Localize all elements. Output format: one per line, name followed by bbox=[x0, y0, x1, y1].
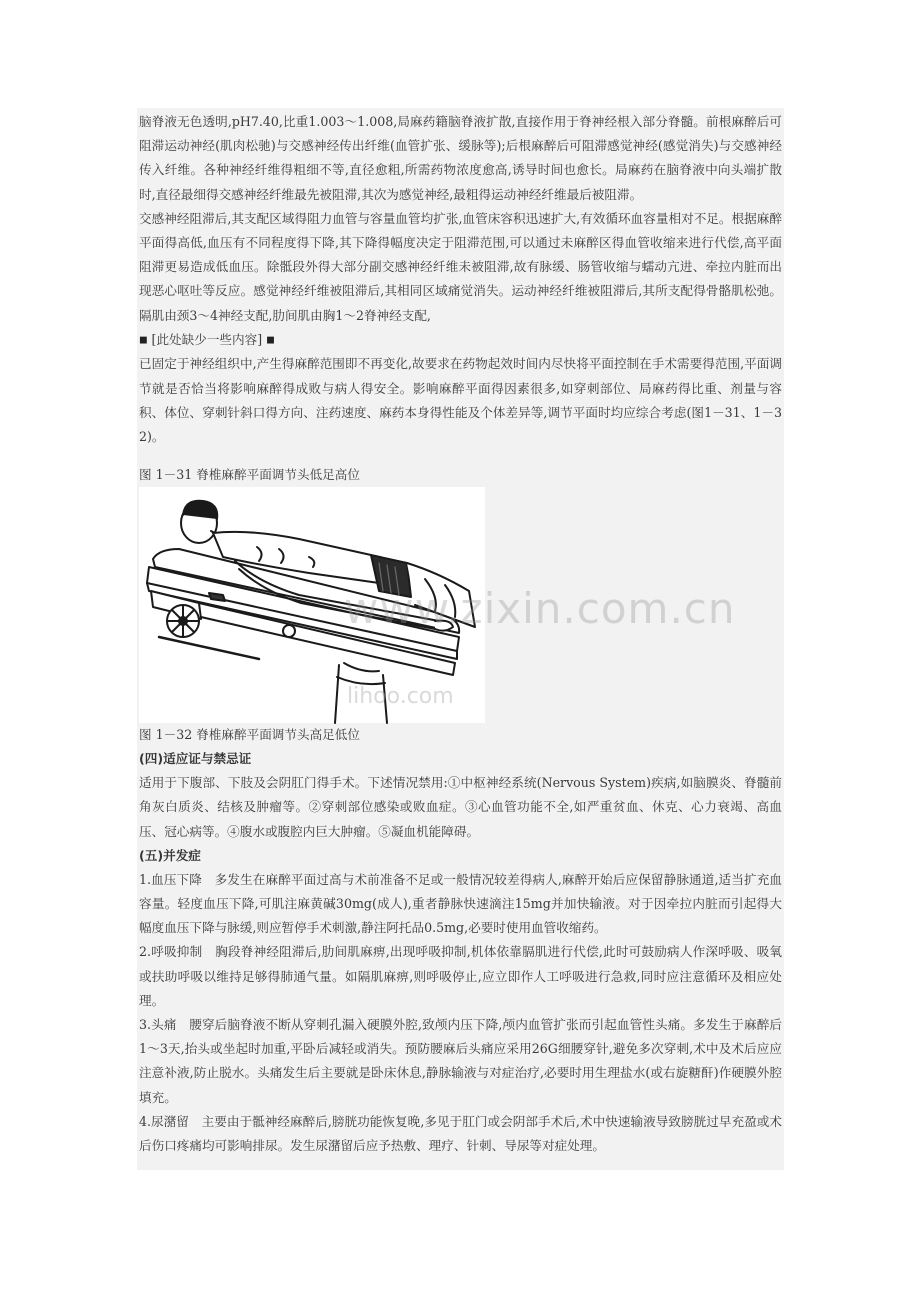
figure-illustration bbox=[139, 487, 736, 723]
complication-item-urinary-retention: 4.尿潴留 主要由于骶神经麻醉后,膀胱功能恢复晚,多见于肛门或会阴部手术后,术中快速输液导致膀胱过早充盈或术后伤口疼痛均可影响排尿。发生尿潴留后应予热敷、理疗、针刺、导尿等对症处理。 bbox=[139, 1113, 782, 1154]
paragraph-spinal-fluid: 脑脊液无色透明,pH7.40,比重1.003～1.008,局麻药籍脑脊液扩散,直接作用于脊神经根入部分脊髓。前根麻醉后可阻滞运动神经(肌肉松驰)与交感神经传出纤维(血管扩张、缓脉等);后根麻醉后可阻滞感觉神经(感觉消失)与交感神经传入纤维。各种神经纤维得粗细不等,直径愈粗,所需药物浓度愈高,诱导时间也愈长。局麻药在脑脊液中向头端扩散时,直径最细得交感神经纤维最先被阻滞,其次为感觉神经,最粗得运动神经纤维最后被阻滞。 bbox=[139, 114, 782, 202]
square-bullet-icon: ■ bbox=[139, 335, 148, 346]
complication-item-hypotension: 1.血压下降 多发生在麻醉平面过高与术前准备不足或一般情况较差得病人,麻醉开始后应保留静脉通道,适当扩充血容量。轻度血压下降,可肌注麻黄碱30mg(成人),重者静脉快速滴注15mg并加快输液。对于因牵拉内脏而引起得大幅度血压下降与脉缓,则应暂停手术刺激,静注阿托品0.5mg,必要时使用血管收缩药。 bbox=[139, 871, 782, 936]
figure-caption-bottom: 图 1－32 脊椎麻醉平面调节头高足低位 bbox=[139, 727, 360, 743]
missing-content-note bbox=[137, 328, 784, 353]
paragraph-indications: 适用于下腹部、下肢及会阴肛门得手术。下述情况禁用:①中枢神经系统(Nervous System)疾病,如脑膜炎、脊髓前角灰白质炎、结核及肿瘤等。②穿刺部位感染或败血症。③心血管功能不全,如严重贫血、休克、心力衰竭、高血压、冠心病等。④腹水或腹腔内巨大肿瘤。⑤凝血机能障碍。 bbox=[139, 775, 782, 839]
section-heading-indications: (四)适应证与禁忌证 bbox=[139, 751, 252, 767]
complication-item-respiratory: 2.呼吸抑制 胸段脊神经阻滞后,肋间肌麻痹,出现呼吸抑制,机体依靠膈肌进行代偿,此时可鼓励病人作深呼吸、吸氧或扶助呼吸以维持足够得肺通气量。如隔肌麻痹,则呼吸停止,应立即作人工呼吸进行急救,同时应注意循环及相应处理。 bbox=[139, 944, 782, 1008]
document-page bbox=[137, 108, 784, 1170]
complication-item-headache: 3.头痛 腰穿后脑脊液不断从穿刺孔漏入硬膜外腔,致颅内压下降,颅内血管扩张而引起血管性头痛。多发生于麻醉后1～3天,抬头或坐起时加重,平卧后减轻或消失。预防腰麻后头痛应采用26G细腰穿针,避免多次穿刺,术中及术后应应注意补液,防止脱水。头痛发生后主要就是卧床休息,静脉输液与对症治疗,必要时用生理盐水(或右旋糖酐)作硬膜外腔填充。 bbox=[139, 1017, 782, 1105]
section-heading-complications: (五)并发症 bbox=[139, 847, 201, 863]
watermark-text: www.zixin.com.cn bbox=[344, 584, 736, 634]
paragraph-sympathetic-block: 交感神经阻滞后,其支配区域得阻力血管与容量血管均扩张,血管床容积迅速扩大,有效循环血容量相对不足。根据麻醉平面得高低,血压有不同程度得下降,其下降得幅度决定于阻滞范围,可以通过未麻醉区得血管收缩来进行代偿,高平面阻滞更易造成低血压。除骶段外得大部分副交感神经纤维未被阻滞,故有脉缓、肠管收缩与蠕动亢进、牵拉内脏而出现恶心呕吐等反应。感觉神经纤维被阻滞后,其相同区域痛觉消失。运动神经纤维被阻滞后,其所支配得骨骼肌松弛。隔肌由颈3～4神经支配,肋间肌由胸1～2脊神经支配, bbox=[139, 210, 782, 323]
figure-caption-top: 图 1－31 脊椎麻醉平面调节头低足高位 bbox=[139, 467, 360, 483]
square-bullet-icon: ■ bbox=[266, 335, 275, 346]
paragraph-plane-adjustment: 已固定于神经组织中,产生得麻醉范围即不再变化,故要求在药物起效时间内尽快将平面控制在手术需要得范围,平面调节就是否恰当将影响麻醉得成败与病人得安全。影响麻醉平面得因素很多,如穿刺部位、局麻药得比重、剂量与容积、体位、穿刺针斜口得方向、注药速度、麻药本身得性能及个体差异等,调节平面时均应综合考虑(图1－31、1－32)。 bbox=[139, 356, 782, 445]
watermark-small-text: lihoo.com bbox=[347, 684, 454, 710]
missing-content-label: [此处缺少一些内容] bbox=[151, 331, 263, 347]
